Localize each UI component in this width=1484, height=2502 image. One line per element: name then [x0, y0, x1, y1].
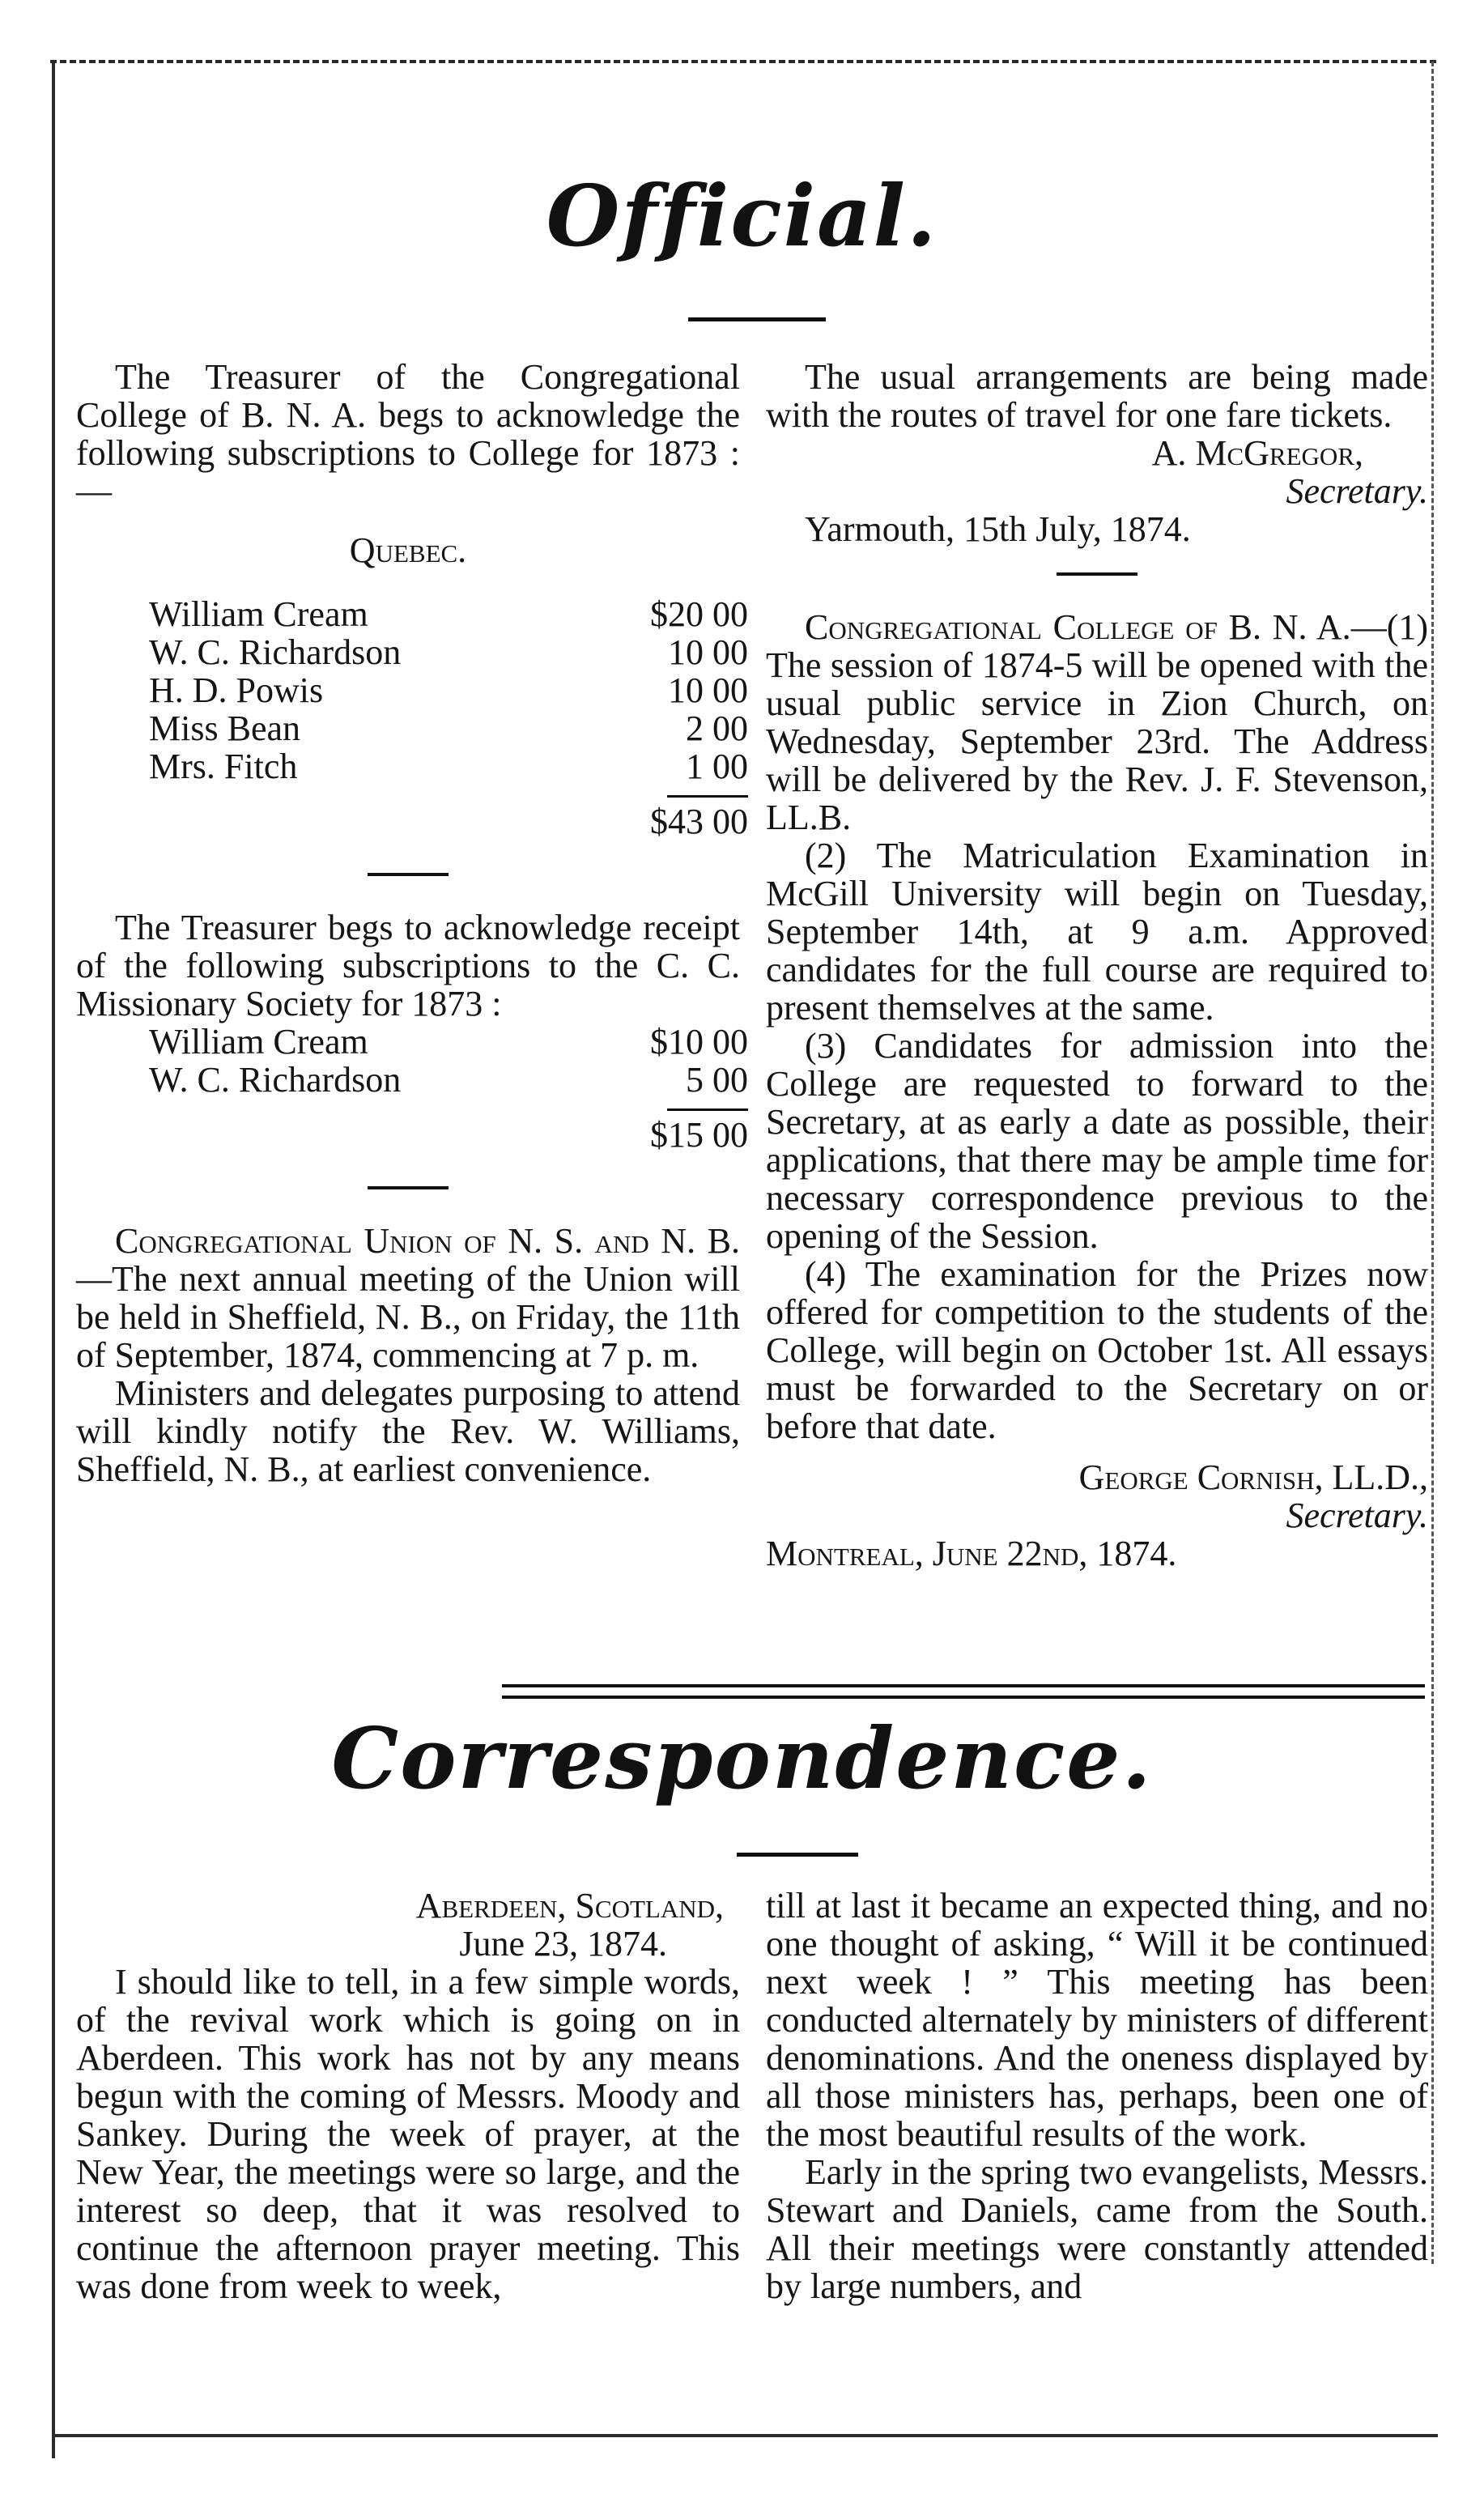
union-notice	[76, 1222, 740, 1374]
correspondence-heading: Correspondence.	[331, 1708, 1153, 1808]
secretary2-signature-name: George Cornish, LL.D.,	[1078, 1457, 1428, 1497]
page-frame-bottom	[52, 2434, 1438, 2437]
subscription-amount: 10 00	[668, 632, 748, 672]
admission-notice: (3) Candidates for admission into the College are requested to forward to the Secretary, at as early a date as possible, their applications, that there may be ample time for necessary correspondence previous to the opening of the Session.	[766, 1026, 1428, 1256]
secretary2-signature-title: Secretary.	[1286, 1496, 1428, 1535]
subscriber-name: H. D. Powis	[149, 671, 324, 709]
subscription-row	[149, 671, 748, 709]
letter-paragraph: Early in the spring two evangelists, Messrs. Stewart and Daniels, came from the South. All their meetings were constantly attended by large numbers, and	[766, 2152, 1428, 2306]
section-divider	[368, 1186, 449, 1189]
notice2-place-date: Montreal, June 22nd, 1874.	[766, 1534, 1177, 1573]
notice-place-date: Yarmouth, 15th July, 1874.	[805, 509, 1191, 549]
subscriber-name: William Cream	[149, 1023, 368, 1061]
travel-arrangements-notice: The usual arrangements are being made with the routes of travel for one fare tickets.	[766, 357, 1428, 435]
college-session-notice	[766, 608, 1428, 836]
subscriber-name: Miss Bean	[149, 709, 300, 747]
college-subscriptions-table	[149, 595, 748, 840]
secretary-signature-name: A. McGregor,	[1151, 433, 1363, 473]
college-session-text: —(1) The session of 1874-5 will be opened with the usual public service in Zion Church, on Wednesday, September 23rd. The Address will be delivered by the Rev. J. F. Stevenson, LL.B.	[766, 607, 1428, 837]
union-meeting-text: —The next annual meeting of the Union will be held in Sheffield, N. B., on Friday, the 11th of September, 1874, commencing at 7 p. m.	[76, 1259, 740, 1375]
missionary-treasurer-notice: The Treasurer begs to acknowledge receipt of the following subscriptions to the C. C. Missionary Society for 1873 :	[76, 908, 740, 1023]
province-heading: Quebec.	[349, 530, 467, 570]
college-treasurer-notice: The Treasurer of the Congregational College of B. N. A. begs to acknowledge the following subscriptions to College for 1873 :—	[76, 357, 740, 511]
subscription-amount: 10 00	[668, 670, 748, 710]
subscriber-name: William Cream	[149, 595, 368, 633]
subscription-row	[149, 595, 748, 633]
correspondence-right-column	[766, 1887, 1428, 2305]
subscription-amount: 5 00	[686, 1060, 748, 1100]
subscription-total-row	[149, 802, 748, 840]
page-frame-left	[52, 62, 55, 2458]
prize-examination-notice: (4) The examination for the Prizes now offered for competition to the students of the College, will begin on October 1st. All essays must be forwarded to the Secretary on or before that date.	[766, 1254, 1428, 1446]
missionary-subscriptions-table	[149, 1023, 748, 1154]
section-double-rule	[502, 1684, 1425, 1699]
total-rule	[667, 795, 748, 798]
subscription-amount: $10 00	[650, 1022, 748, 1062]
subscriber-name: Mrs. Fitch	[149, 747, 298, 785]
subscription-row	[149, 747, 748, 785]
official-left-column	[76, 357, 748, 1489]
subscription-row	[149, 1023, 748, 1061]
correspondence-heading-rule	[737, 1853, 858, 1857]
letter-paragraph: I should like to tell, in a few simple words, of the revival work which is going on in Aberdeen. This work has not by any means begun with the coming of Messrs. Moody and Sankey. During the week of prayer, at the New Year, the meetings were so large, and the interest so deep, that it was resolved to continue the afternoon prayer meeting. This was done from week to week,	[76, 1962, 740, 2306]
union-delegates-text: Ministers and delegates purposing to attend will kindly notify the Rev. W. Williams, Sheffield, N. B., at earliest convenience.	[76, 1373, 740, 1489]
subscription-row	[149, 1061, 748, 1099]
dateline-place: Aberdeen, Scotland,	[415, 1886, 724, 1925]
subscription-row	[149, 633, 748, 671]
subscription-amount: $20 00	[650, 594, 748, 634]
total-rule	[667, 1108, 748, 1111]
subscriber-name: W. C. Richardson	[149, 633, 402, 671]
missionary-subscriptions-total: $15 00	[650, 1115, 748, 1155]
section-divider	[1057, 572, 1137, 576]
dateline-date: June 23, 1874.	[459, 1924, 667, 1964]
secretary-signature-title: Secretary.	[1286, 471, 1428, 511]
correspondence-left-column	[76, 1887, 740, 2305]
subscription-row	[149, 709, 748, 747]
letter-paragraph-continued: till at last it became an expected thing, and no one thought of asking, “ Will it be continued next week ! ” This meeting has been conducted alternately by ministers of different denominations. And the oneness displayed by all those ministers has, perhaps, been one of the most beautiful results of the work.	[766, 1886, 1428, 2154]
college-heading: Congregational College of B. N. A.	[805, 607, 1351, 647]
official-heading: Official.	[546, 166, 938, 266]
subscription-amount: 2 00	[686, 708, 748, 748]
matriculation-notice: (2) The Matriculation Examination in McGill University will begin on Tuesday, September 14th, at 9 a.m. Approved candidates for the full course are required to present themselves at the same.	[766, 836, 1428, 1028]
page-frame-top	[50, 60, 1436, 63]
college-subscriptions-total: $43 00	[650, 802, 748, 841]
subscription-amount: 1 00	[686, 747, 748, 786]
official-right-column	[766, 358, 1428, 1572]
subscription-total-row	[149, 1116, 748, 1154]
page-frame-right	[1431, 62, 1434, 2264]
official-heading-rule	[688, 317, 826, 321]
subscriber-name: W. C. Richardson	[149, 1061, 402, 1099]
union-heading: Congregational Union of N. S. and N. B.	[115, 1221, 740, 1261]
section-divider	[368, 873, 449, 876]
